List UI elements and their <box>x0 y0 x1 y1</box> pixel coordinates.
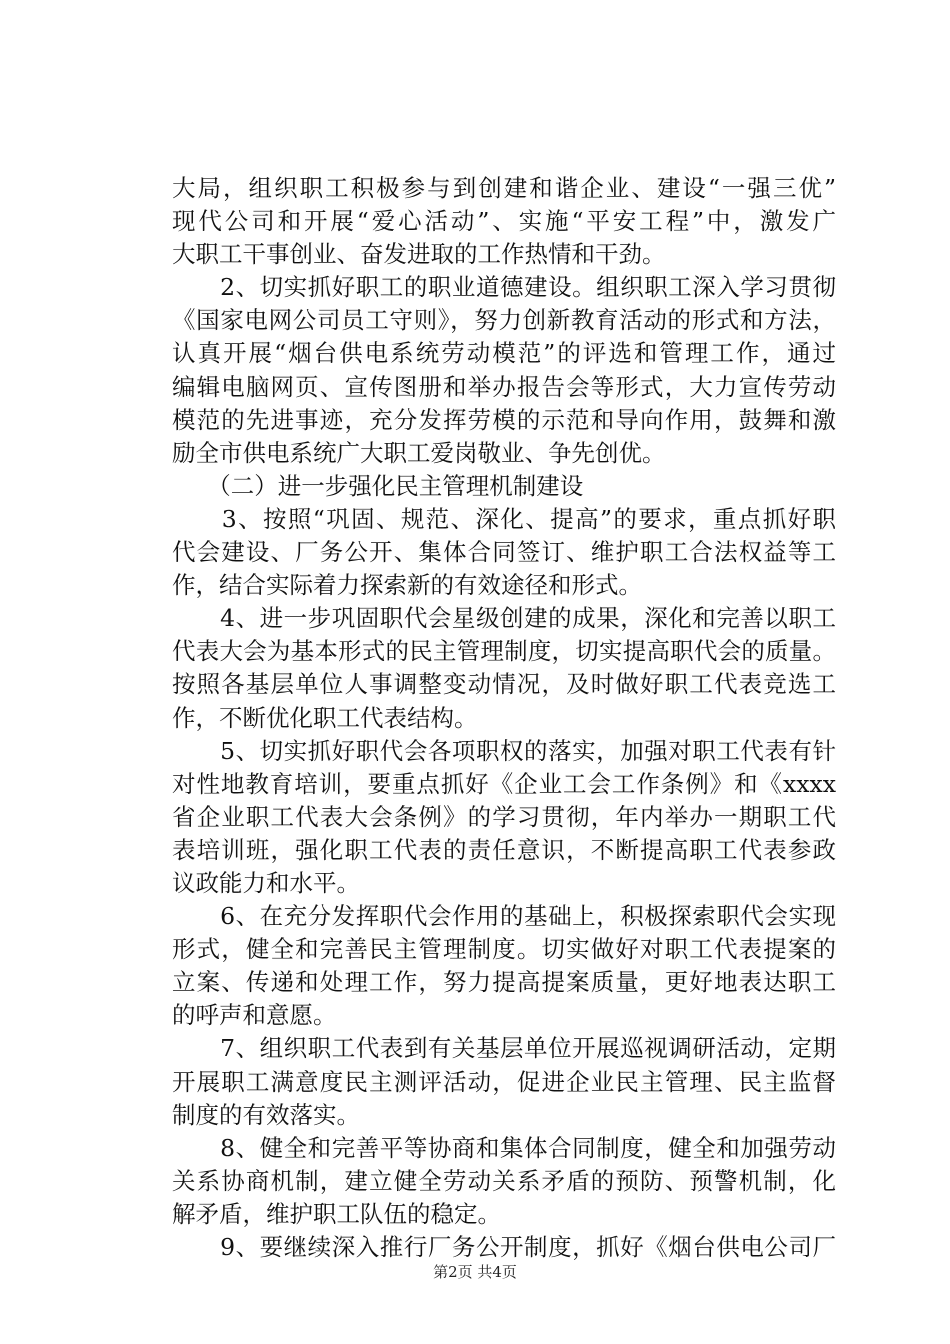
text-line: 大职工干事创业、奋发进取的工作热情和干劲。 <box>172 240 666 269</box>
text-line: 现代公司和开展“爱心活动”、实施“平安工程”中，激发广 <box>172 207 836 236</box>
text-line: 按照各基层单位人事调整变动情况，及时做好职工代表竞选工 <box>172 670 836 699</box>
text-line: 模范的先进事迹，充分发挥劳模的示范和导向作用，鼓舞和激 <box>172 405 836 434</box>
text-line: 代会建设、厂务公开、集体合同签订、维护职工合法权益等工 <box>172 538 836 567</box>
text-line: 6、在充分发挥职代会作用的基础上，积极探索职代会实现 <box>172 902 836 931</box>
text-line: 解矛盾，维护职工队伍的稳定。 <box>172 1199 501 1228</box>
text-line: 3、按照“巩固、规范、深化、提高”的要求，重点抓好职 <box>172 504 836 533</box>
document-body <box>172 172 836 1264</box>
text-line: 的呼声和意愿。 <box>172 1001 337 1030</box>
text-line: 2、切实抓好职工的职业道德建设。组织职工深入学习贯彻 <box>172 273 836 302</box>
text-line: 代表大会为基本形式的民主管理制度，切实提高职代会的质量。 <box>172 637 836 666</box>
text-line: （二）进一步强化民主管理机制建设 <box>172 471 584 500</box>
text-line: 开展职工满意度民主测评活动，促进企业民主管理、民主监督 <box>172 1067 836 1096</box>
text-line: 作，不断优化职工代表结构。 <box>172 703 478 732</box>
text-line: 9、要继续深入推行厂务公开制度，抓好《烟台供电公司厂 <box>172 1233 836 1261</box>
text-line: 议政能力和水平。 <box>172 868 360 897</box>
text-line: 作，结合实际着力探索新的有效途径和形式。 <box>172 571 642 600</box>
page-footer: 第2页 共4页 <box>433 1263 517 1281</box>
text-line: 形式，健全和完善民主管理制度。切实做好对职工代表提案的 <box>172 935 836 964</box>
text-line: 大局，组织职工积极参与到创建和谐企业、建设“一强三优” <box>172 174 836 202</box>
text-line: 7、组织职工代表到有关基层单位开展巡视调研活动，定期 <box>172 1034 836 1063</box>
text-line: 省企业职工代表大会条例》的学习贯彻，年内举办一期职工代 <box>172 802 836 831</box>
text-line: 制度的有效落实。 <box>172 1100 360 1129</box>
text-line: 编辑电脑网页、宣传图册和举办报告会等形式，大力宣传劳动 <box>172 372 836 401</box>
text-line: 立案、传递和处理工作，努力提高提案质量，更好地表达职工 <box>172 968 836 997</box>
text-line: 励全市供电系统广大职工爱岗敬业、争先创优。 <box>172 438 666 467</box>
text-line: 认真开展“烟台供电系统劳动模范”的评选和管理工作，通过 <box>172 339 836 368</box>
text-line: 8、健全和完善平等协商和集体合同制度，健全和加强劳动 <box>172 1133 836 1162</box>
text-line: 关系协商机制，建立健全劳动关系矛盾的预防、预警机制，化 <box>172 1166 836 1195</box>
text-line: 《国家电网公司员工守则》，努力创新教育活动的形式和方法， <box>172 306 836 335</box>
text-line: 4、进一步巩固职代会星级创建的成果，深化和完善以职工 <box>172 604 836 633</box>
text-line: 表培训班，强化职工代表的责任意识，不断提高职工代表参政 <box>172 835 836 864</box>
text-line: 对性地教育培训，要重点抓好《企业工会工作条例》和《xxxx <box>172 769 836 798</box>
text-line: 5、切实抓好职代会各项职权的落实，加强对职工代表有针 <box>172 736 836 765</box>
